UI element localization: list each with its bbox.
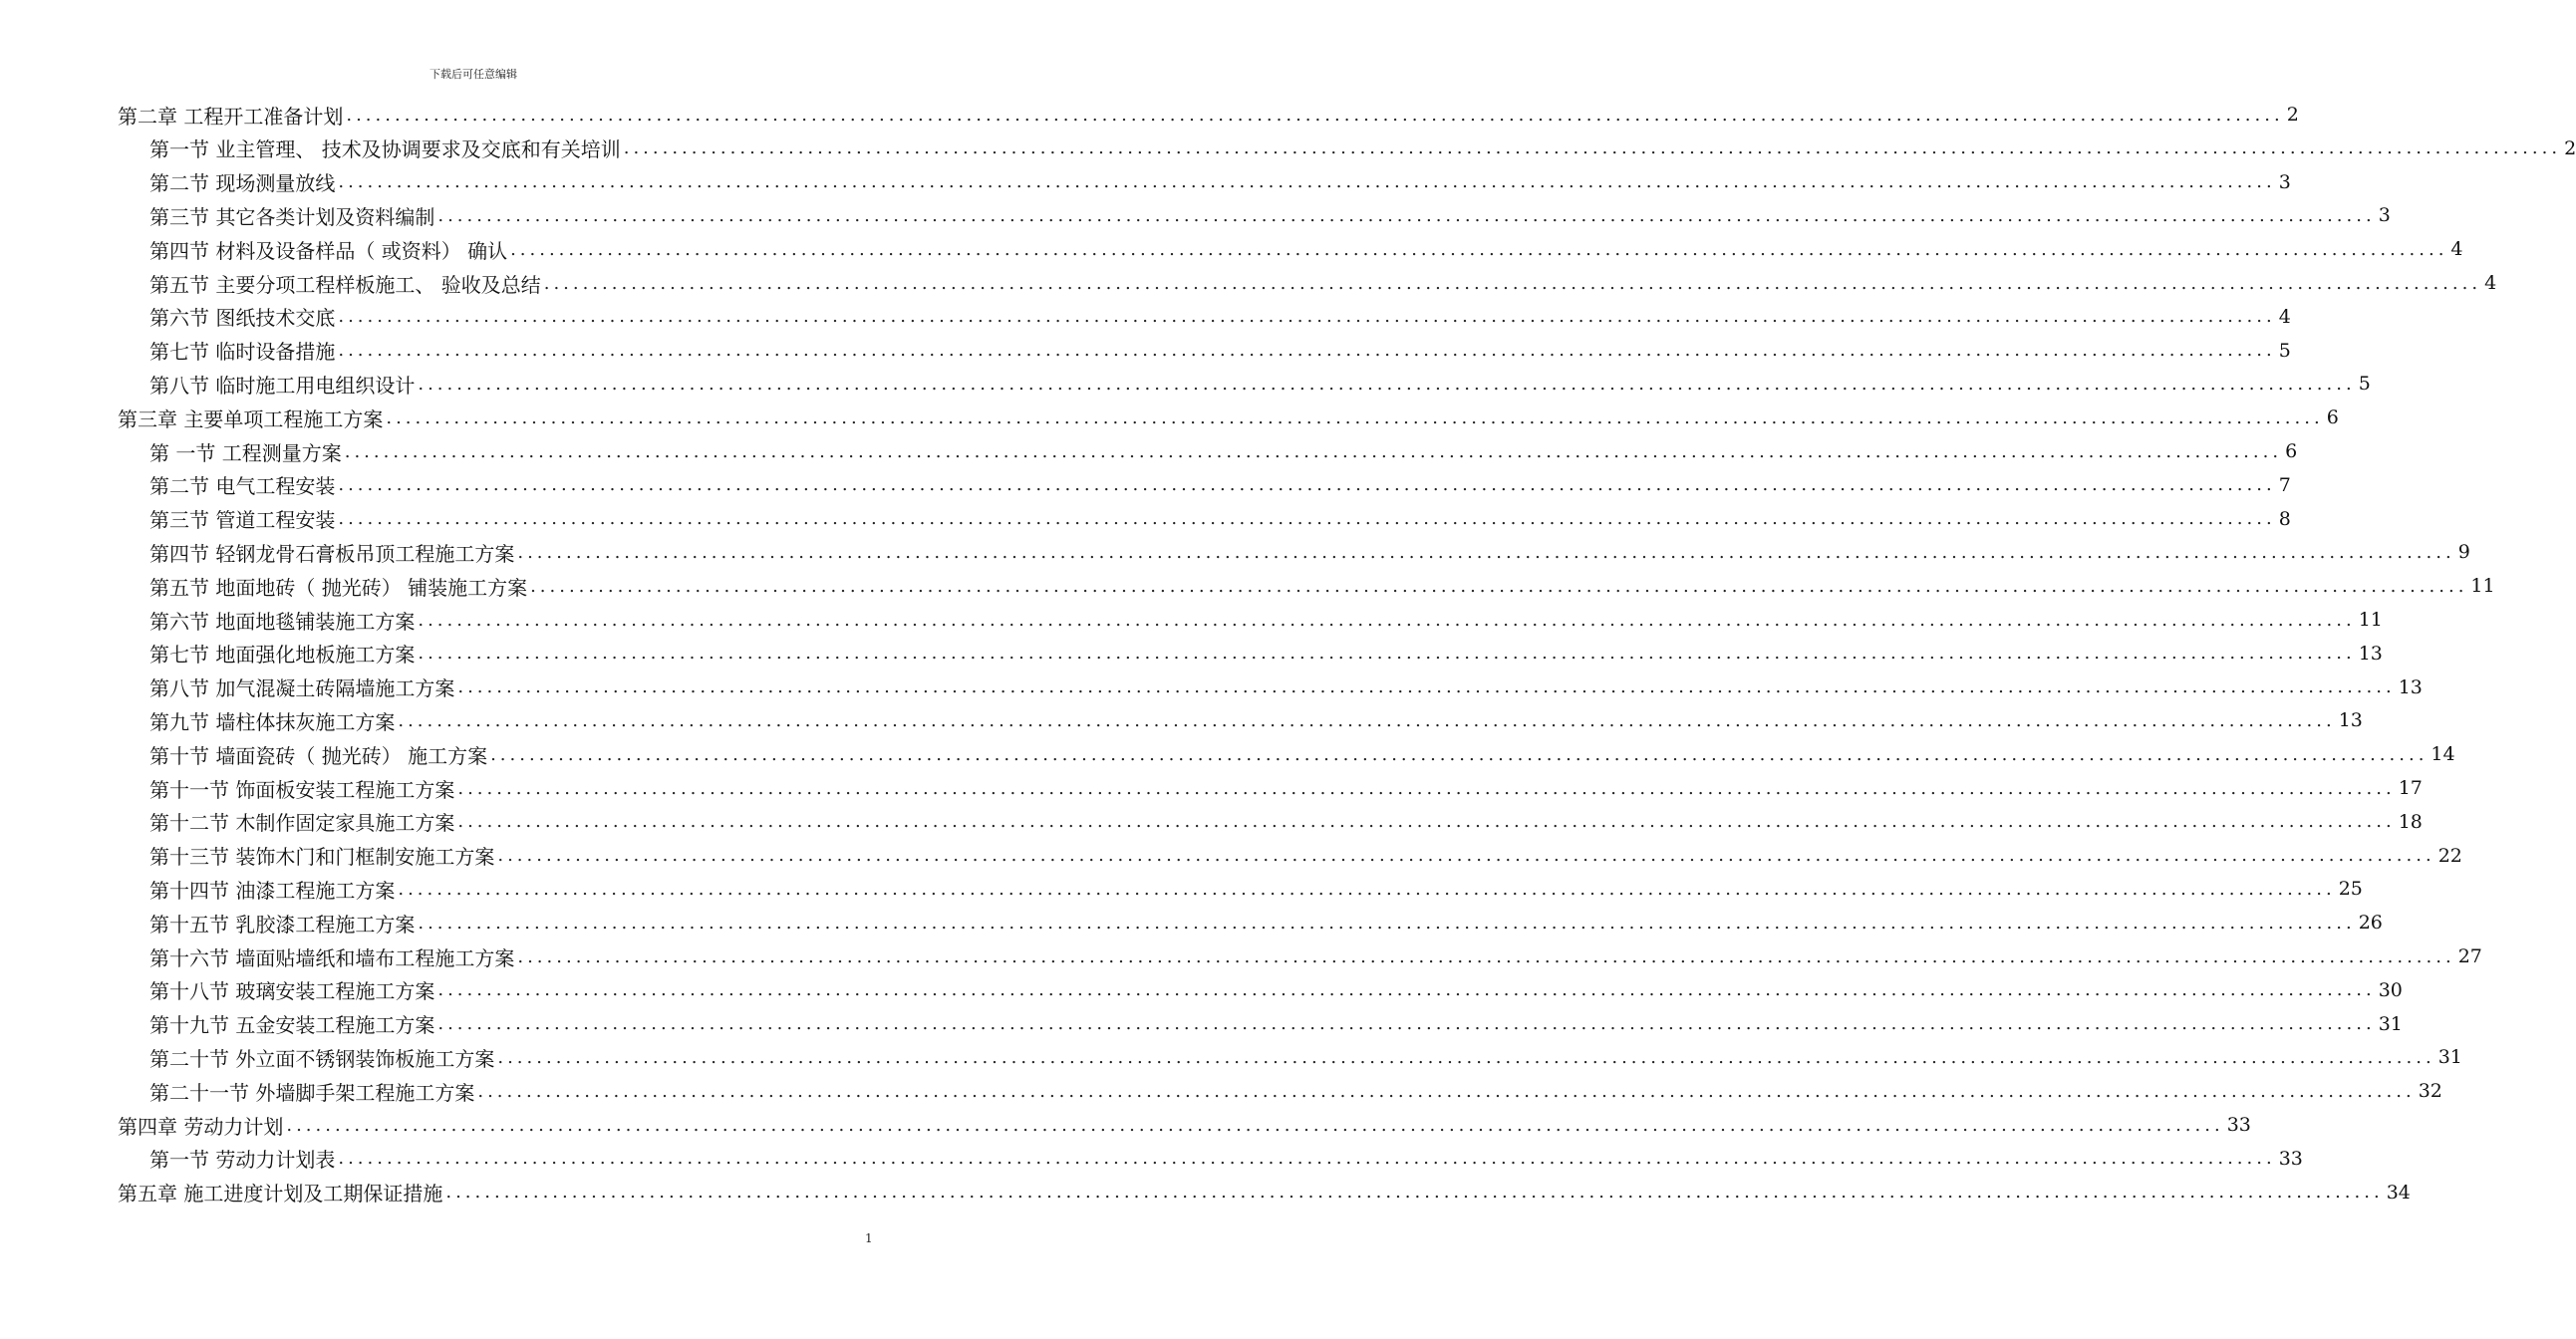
toc-section-entry[interactable]: [149, 872, 2363, 906]
toc-entry-title: 第五节 主要分项工程样板施工、 验收及总结: [149, 272, 541, 297]
toc-dot-leader: ........................................................................................................................................................................................................: [457, 777, 2396, 799]
toc-entry-title: 第四章 劳动力计划: [118, 1114, 284, 1139]
toc-section-entry[interactable]: [149, 367, 2371, 401]
toc-dot-leader: ........................................................................................................................................................................................................: [386, 406, 2324, 428]
toc-entry-page-number: 25: [2338, 878, 2363, 901]
toc-section-entry[interactable]: [149, 973, 2403, 1007]
toc-entry-page-number: 34: [2386, 1181, 2411, 1204]
toc-entry-title: 第十五节 乳胶漆工程施工方案: [149, 912, 416, 937]
toc-section-entry[interactable]: [149, 468, 2291, 502]
toc-entry-page-number: 13: [2338, 709, 2363, 732]
toc-dot-leader: ........................................................................................................................................................................................................: [437, 979, 2376, 1001]
toc-section-entry[interactable]: [149, 266, 2497, 300]
toc-dot-leader: ........................................................................................................................................................................................................: [338, 340, 2276, 362]
toc-section-entry[interactable]: [149, 434, 2298, 468]
toc-entry-title: 第一节 业主管理、 技术及协调要求及交底和有关培训: [149, 137, 621, 162]
toc-section-entry[interactable]: [149, 737, 2455, 771]
toc-section-entry[interactable]: [149, 1040, 2462, 1074]
toc-entry-title: 第十九节 五金安装工程施工方案: [149, 1013, 435, 1038]
toc-entry-page-number: 31: [2437, 1046, 2462, 1069]
toc-entry-title: 第四节 轻钢龙骨石膏板吊顶工程施工方案: [149, 541, 515, 566]
toc-entry-page-number: 4: [2484, 272, 2497, 294]
toc-entry-page-number: 9: [2457, 541, 2470, 564]
toc-section-entry[interactable]: [149, 703, 2363, 737]
toc-chapter-entry[interactable]: [118, 1176, 2411, 1209]
toc-entry-page-number: 33: [2226, 1114, 2251, 1136]
toc-entry-title: 第七节 临时设备措施: [149, 340, 336, 365]
toc-entry-title: 第十八节 玻璃安装工程施工方案: [149, 979, 435, 1004]
toc-entry-title: 第二十节 外立面不锈钢装饰板施工方案: [149, 1046, 495, 1071]
toc-entry-page-number: 18: [2398, 810, 2423, 833]
toc-entry-title: 第二十一节 外墙脚手架工程施工方案: [149, 1080, 475, 1105]
toc-entry-title: 第十四节 油漆工程施工方案: [149, 878, 396, 903]
toc-entry-title: 第十二节 木制作固定家具施工方案: [149, 811, 455, 836]
toc-entry-page-number: 22: [2437, 844, 2462, 867]
toc-section-entry[interactable]: [149, 771, 2423, 805]
toc-section-entry[interactable]: [149, 165, 2291, 199]
toc-entry-page-number: 8: [2278, 507, 2291, 530]
toc-chapter-entry[interactable]: [118, 401, 2339, 434]
toc-entry-page-number: 17: [2398, 777, 2423, 799]
toc-section-entry[interactable]: [149, 569, 2495, 603]
toc-entry-page-number: 6: [2285, 440, 2298, 462]
toc-dot-leader: ........................................................................................................................................................................................................: [477, 1080, 2416, 1102]
toc-entry-title: 第二节 现场测量放线: [149, 171, 336, 196]
toc-dot-leader: ........................................................................................................................................................................................................: [437, 204, 2376, 226]
toc-entry-page-number: 2: [2286, 104, 2299, 126]
toc-section-entry[interactable]: [149, 334, 2291, 368]
toc-entry-page-number: 6: [2326, 406, 2339, 429]
toc-entry-title: 第七节 地面强化地板施工方案: [149, 643, 416, 668]
toc-dot-leader: ........................................................................................................................................................................................................: [286, 1114, 2224, 1136]
toc-entry-title: 第 一节 工程测量方案: [149, 440, 342, 465]
toc-entry-page-number: 26: [2358, 912, 2383, 935]
toc-dot-leader: ........................................................................................................................................................................................................: [510, 238, 2448, 260]
toc-entry-title: 第十六节 墙面贴墙纸和墙布工程施工方案: [149, 945, 515, 970]
toc-entry-page-number: 14: [2431, 743, 2455, 766]
toc-entry-page-number: 3: [2378, 204, 2391, 227]
toc-dot-leader: ........................................................................................................................................................................................................: [338, 306, 2276, 328]
toc-section-entry[interactable]: [149, 1142, 2303, 1176]
toc-section-entry[interactable]: [149, 502, 2291, 536]
toc-dot-leader: ........................................................................................................................................................................................................: [338, 508, 2276, 530]
toc-dot-leader: ........................................................................................................................................................................................................: [344, 440, 2283, 462]
toc-dot-leader: ........................................................................................................................................................................................................: [497, 1046, 2435, 1068]
toc-entry-title: 第一节 劳动力计划表: [149, 1148, 336, 1173]
toc-entry-title: 第五节 地面地砖（ 抛光砖） 铺装施工方案: [149, 575, 528, 600]
toc-entry-page-number: 30: [2378, 978, 2403, 1001]
toc-entry-page-number: 3: [2278, 170, 2291, 193]
toc-dot-leader: ........................................................................................................................................................................................................: [530, 575, 2468, 597]
toc-entry-title: 第十三节 装饰木门和门框制安施工方案: [149, 845, 495, 870]
toc-dot-leader: ........................................................................................................................................................................................................: [418, 912, 2356, 934]
toc-dot-leader: ........................................................................................................................................................................................................: [543, 272, 2482, 294]
toc-section-entry[interactable]: [149, 1007, 2403, 1041]
toc-entry-title: 第四节 材料及设备样品（ 或资料） 确认: [149, 238, 508, 263]
toc-dot-leader: ........................................................................................................................................................................................................: [490, 743, 2429, 765]
toc-section-entry[interactable]: [149, 603, 2383, 637]
toc-entry-page-number: 33: [2278, 1147, 2303, 1170]
toc-entry-page-number: 5: [2278, 339, 2291, 362]
toc-entry-title: 第五章 施工进度计划及工期保证措施: [118, 1182, 443, 1206]
toc-entry-page-number: 31: [2378, 1012, 2403, 1035]
toc-dot-leader: ........................................................................................................................................................................................................: [346, 104, 2284, 126]
toc-entry-title: 第九节 墙柱体抹灰施工方案: [149, 709, 396, 734]
toc-section-entry[interactable]: [149, 939, 2482, 973]
toc-section-entry[interactable]: [149, 132, 2576, 165]
toc-entry-title: 第三章 主要单项工程施工方案: [118, 406, 384, 431]
toc-dot-leader: ........................................................................................................................................................................................................: [497, 845, 2435, 867]
toc-entry-page-number: 5: [2358, 373, 2371, 396]
toc-dot-leader: ........................................................................................................................................................................................................: [445, 1182, 2384, 1204]
toc-dot-leader: ........................................................................................................................................................................................................: [338, 1148, 2276, 1170]
page-number: 1: [865, 1231, 873, 1245]
toc-entry-page-number: 11: [2358, 609, 2383, 631]
toc-entry-title: 第八节 临时施工用电组织设计: [149, 373, 416, 398]
toc-dot-leader: ........................................................................................................................................................................................................: [623, 137, 2562, 159]
toc-entry-page-number: 27: [2457, 945, 2482, 967]
toc-dot-leader: ........................................................................................................................................................................................................: [517, 945, 2455, 967]
toc-dot-leader: ........................................................................................................................................................................................................: [457, 811, 2396, 833]
toc-dot-leader: ........................................................................................................................................................................................................: [437, 1013, 2376, 1035]
toc-dot-leader: ........................................................................................................................................................................................................: [338, 474, 2276, 496]
toc-entry-title: 第二章 工程开工准备计划: [118, 104, 344, 129]
toc-dot-leader: ........................................................................................................................................................................................................: [418, 373, 2356, 395]
toc-section-entry[interactable]: [149, 839, 2462, 873]
toc-section-entry[interactable]: [149, 535, 2470, 569]
toc-section-entry[interactable]: [149, 670, 2423, 704]
toc-section-entry[interactable]: [149, 232, 2463, 266]
toc-entry-title: 第十一节 饰面板安装工程施工方案: [149, 777, 455, 802]
toc-section-entry[interactable]: [149, 805, 2423, 839]
toc-chapter-entry[interactable]: [118, 98, 2299, 132]
toc-entry-page-number: 11: [2470, 575, 2495, 598]
toc-entry-title: 第六节 地面地毯铺装施工方案: [149, 609, 416, 634]
toc-entry-page-number: 4: [2278, 305, 2291, 328]
toc-dot-leader: ........................................................................................................................................................................................................: [457, 676, 2396, 698]
toc-entry-page-number: 13: [2398, 675, 2423, 698]
toc-entry-page-number: 4: [2450, 238, 2463, 261]
toc-entry-page-number: 7: [2278, 473, 2291, 496]
toc-entry-title: 第三节 其它各类计划及资料编制: [149, 204, 435, 229]
toc-entry-title: 第八节 加气混凝土砖隔墙施工方案: [149, 676, 455, 701]
toc-entry-page-number: 13: [2358, 642, 2383, 665]
toc-entry-title: 第十节 墙面瓷砖（ 抛光砖） 施工方案: [149, 743, 488, 768]
toc-dot-leader: ........................................................................................................................................................................................................: [338, 171, 2276, 193]
toc-entry-page-number: 2: [2564, 136, 2576, 159]
toc-dot-leader: ........................................................................................................................................................................................................: [517, 541, 2455, 563]
page-header: 下载后可任意编辑: [429, 68, 517, 81]
toc-dot-leader: ........................................................................................................................................................................................................: [398, 878, 2336, 900]
toc-section-entry[interactable]: [149, 906, 2383, 939]
toc-dot-leader: ........................................................................................................................................................................................................: [418, 609, 2356, 631]
toc-entry-title: 第三节 管道工程安装: [149, 508, 336, 533]
toc-entry-title: 第六节 图纸技术交底: [149, 306, 336, 331]
toc-dot-leader: ........................................................................................................................................................................................................: [398, 709, 2336, 731]
toc-dot-leader: ........................................................................................................................................................................................................: [418, 643, 2356, 665]
toc-entry-page-number: 32: [2418, 1080, 2442, 1103]
toc-section-entry[interactable]: [149, 637, 2383, 670]
toc-entry-title: 第二节 电气工程安装: [149, 474, 336, 499]
toc-section-entry[interactable]: [149, 198, 2391, 232]
toc-section-entry[interactable]: [149, 300, 2291, 334]
toc-chapter-entry[interactable]: [118, 1108, 2251, 1142]
toc-section-entry[interactable]: [149, 1074, 2442, 1108]
